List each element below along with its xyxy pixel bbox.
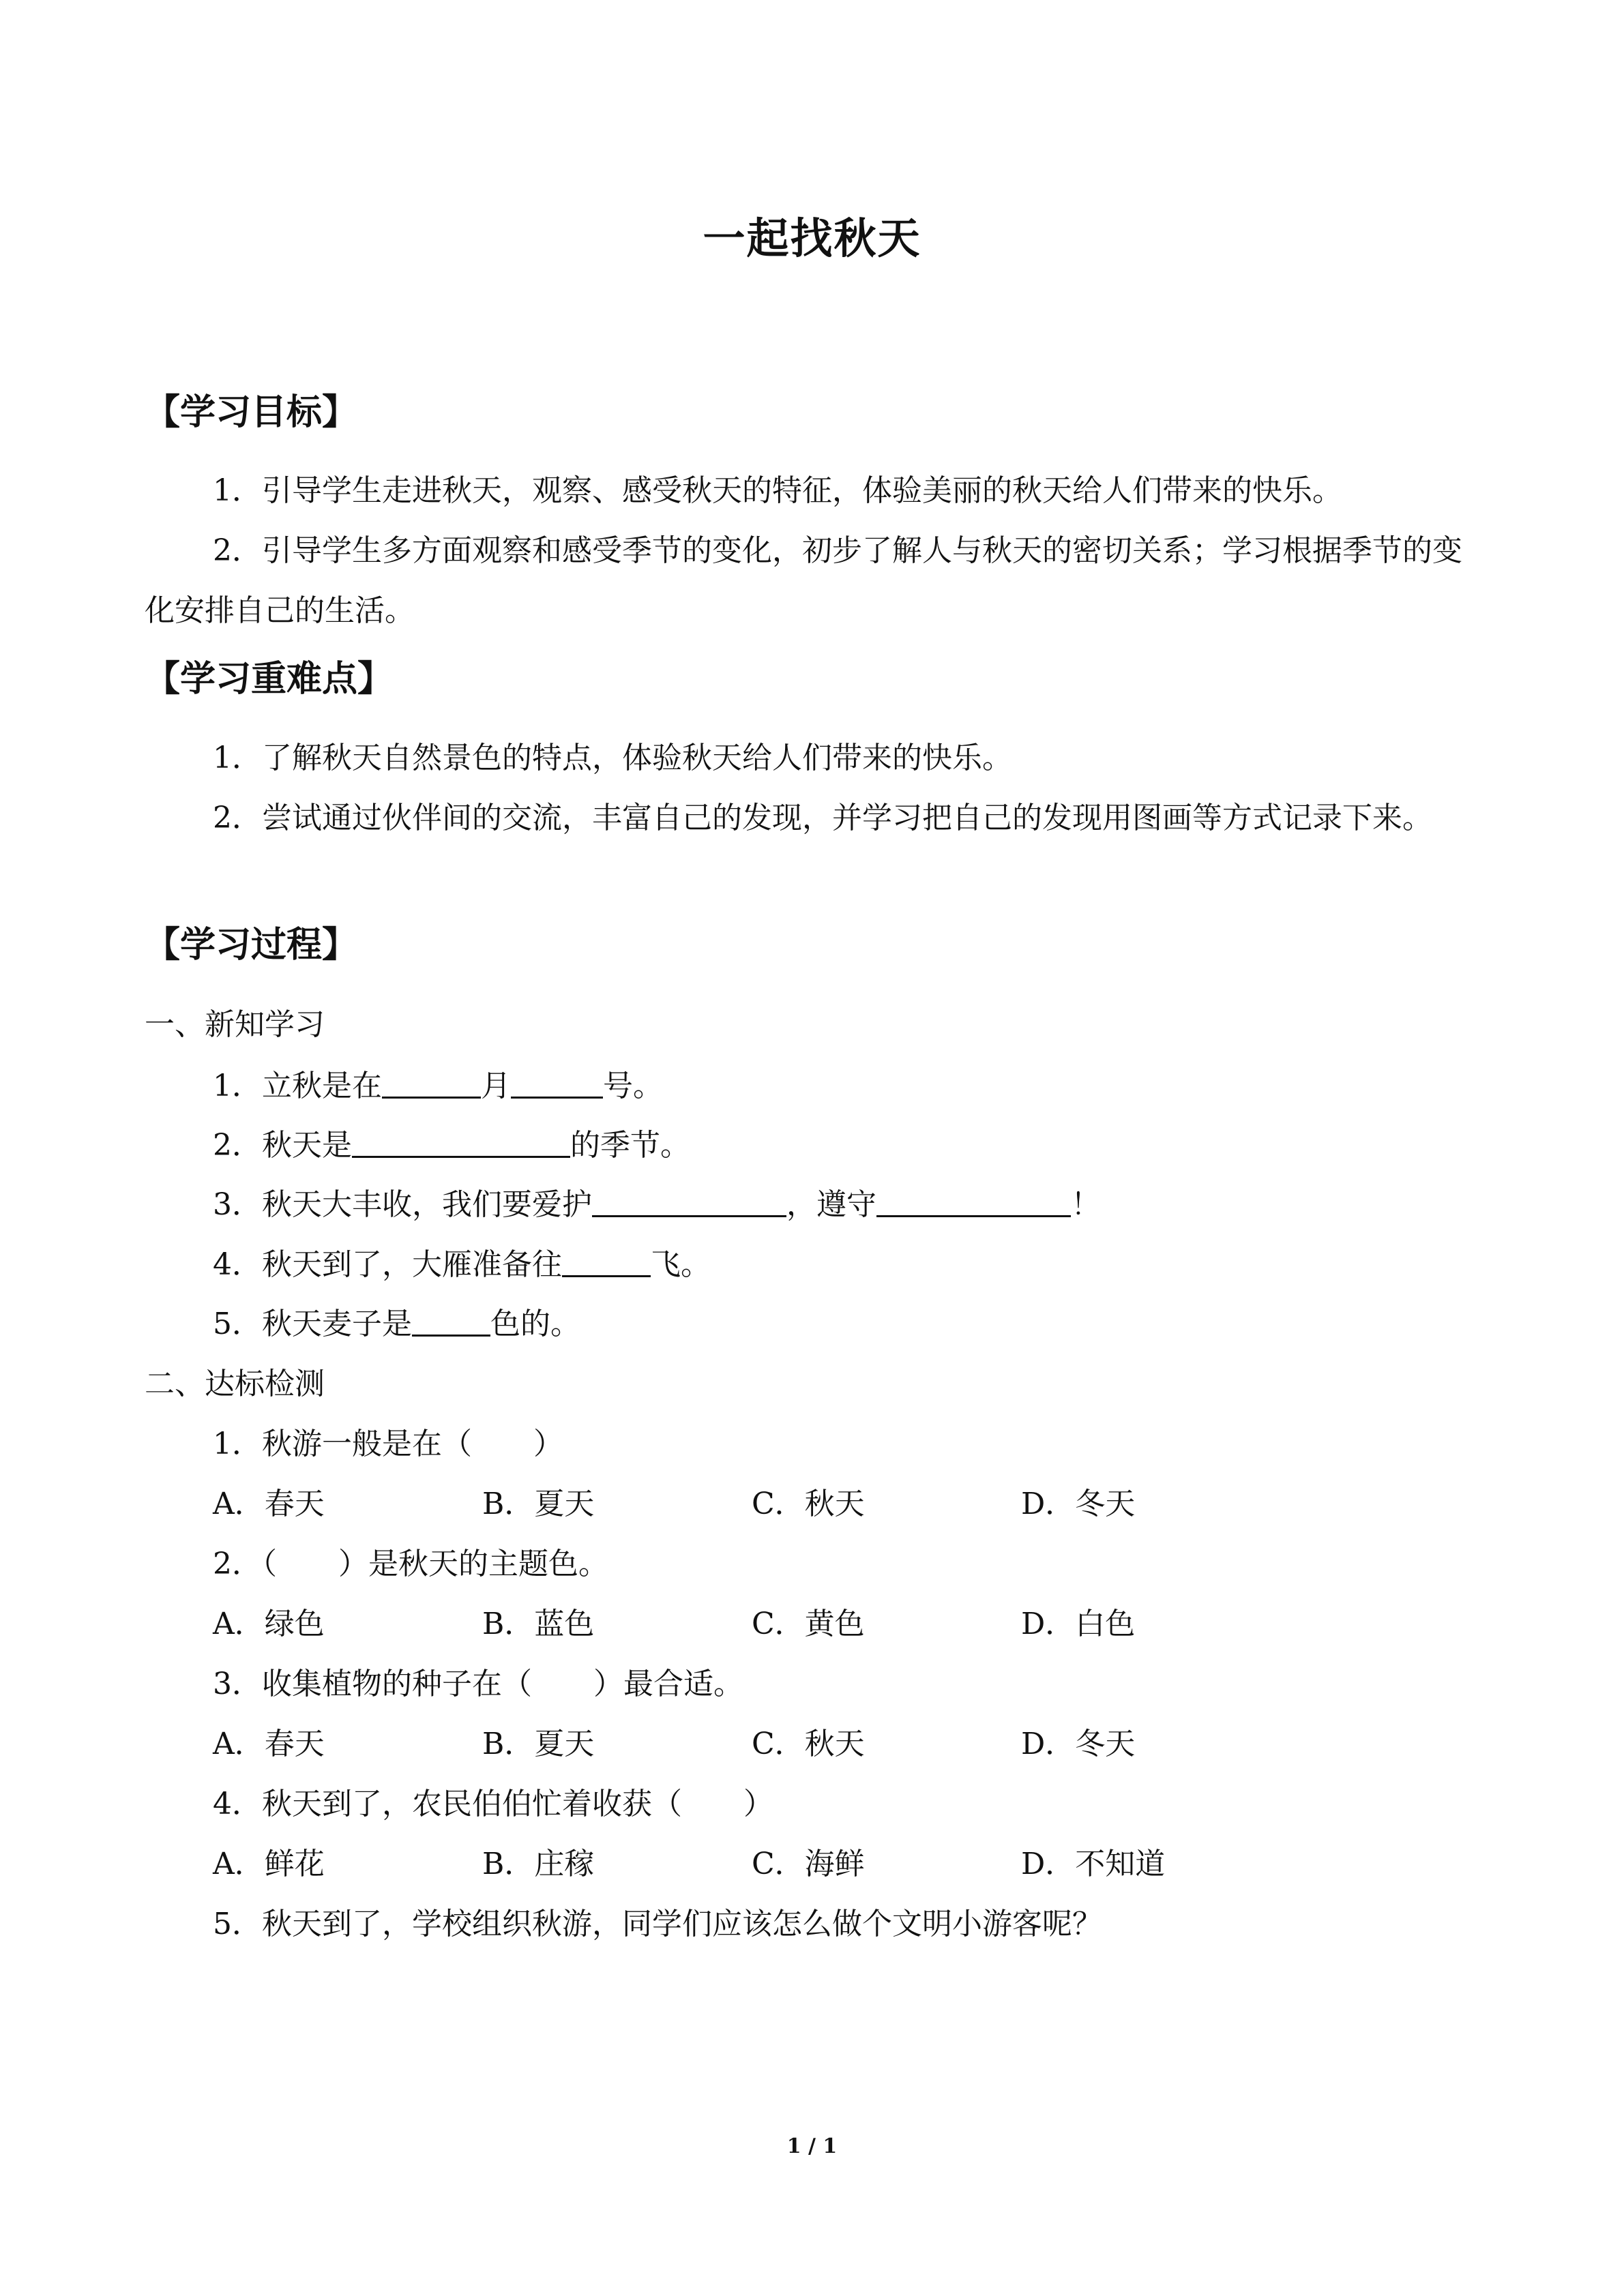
fill-question-2: [213, 1116, 690, 1176]
part1-label: 一、新知学习: [145, 1007, 325, 1042]
mc-question-1: [213, 1414, 563, 1474]
mc3-option-a[interactable]: A．春天: [213, 1727, 325, 1761]
mc1-option-c[interactable]: C．秋天: [752, 1487, 865, 1521]
mc-question-2: [213, 1534, 608, 1594]
section-heading-process: 【学习过程】: [145, 925, 358, 966]
mc1-pre: 1．秋游一般是在（: [213, 1427, 472, 1461]
q4-text-a: 4．秋天到了，大雁准备往: [213, 1247, 562, 1282]
mc2-post: ）是秋天的主题色。: [338, 1547, 608, 1581]
mc-question-3: [213, 1654, 743, 1714]
goal-item-2: 2．引导学生多方面观察和感受季节的变化，初步了解人与秋天的密切关系；学习根据季节的变化安排自己的生活。: [145, 533, 1462, 628]
q3-text-a: 3．秋天大丰收，我们要爱护: [213, 1187, 592, 1222]
mc1-option-a[interactable]: A．春天: [213, 1487, 325, 1521]
mc1-option-d[interactable]: D．冬天: [1021, 1487, 1136, 1521]
blank-obey[interactable]: [876, 1178, 1071, 1217]
mc2-pre: 2．（: [213, 1547, 277, 1581]
open-question-5: 5．秋天到了，学校组织秋游，同学们应该怎么做个文明小游客呢？: [213, 1907, 1102, 1941]
mc4-option-d[interactable]: D．不知道: [1021, 1847, 1166, 1881]
q1-text-a: 1．立秋是在: [213, 1069, 382, 1103]
q1-text-b: 月: [481, 1069, 511, 1103]
mc1-post: ）: [533, 1427, 563, 1461]
page-number: 1 / 1: [786, 2134, 838, 2158]
difficulty-item-2: 2．尝试通过伙伴间的交流，丰富自己的发现，并学习把自己的发现用图画等方式记录下来。: [213, 801, 1432, 835]
q4-text-b: 飞。: [651, 1247, 711, 1282]
blank-day[interactable]: [511, 1060, 603, 1099]
section-heading-difficulties: 【学习重难点】: [145, 659, 394, 700]
q2-text-b: 的季节。: [570, 1128, 690, 1163]
mc4-option-b[interactable]: B．庄稼: [482, 1847, 595, 1881]
q1-text-c: 号。: [603, 1069, 663, 1103]
mc4-post: ）: [743, 1787, 773, 1821]
mc2-option-a[interactable]: A．绿色: [213, 1607, 325, 1641]
fill-question-4: [213, 1235, 711, 1295]
mc1-option-b[interactable]: B．夏天: [482, 1487, 595, 1521]
blank-direction[interactable]: [562, 1238, 651, 1277]
mc3-option-b[interactable]: B．夏天: [482, 1727, 595, 1761]
q3-text-b: ，遵守: [786, 1187, 876, 1222]
q3-text-c: ！: [1071, 1187, 1101, 1222]
fill-question-1: [213, 1056, 663, 1116]
part2-label: 二、达标检测: [145, 1367, 325, 1401]
mc3-option-d[interactable]: D．冬天: [1021, 1727, 1136, 1761]
difficulty-item-1: 1．了解秋天自然景色的特点，体验秋天给人们带来的快乐。: [213, 741, 1012, 775]
mc3-option-c[interactable]: C．秋天: [752, 1727, 865, 1761]
goal-item-1: 1．引导学生走进秋天，观察、感受秋天的特征，体验美丽的秋天给人们带来的快乐。: [213, 473, 1342, 508]
mc4-option-a[interactable]: A．鲜花: [213, 1847, 325, 1881]
blank-color[interactable]: [412, 1298, 490, 1337]
section-heading-goals: 【学习目标】: [145, 392, 358, 433]
mc4-pre: 4．秋天到了，农民伯伯忙着收获（: [213, 1787, 682, 1821]
page-title: 一起找秋天: [703, 213, 921, 263]
fill-question-3: [213, 1175, 1101, 1235]
mc3-pre: 3．收集植物的种子在（: [213, 1667, 532, 1701]
blank-season-trait[interactable]: [352, 1119, 570, 1158]
mc2-option-c[interactable]: C．黄色: [752, 1607, 865, 1641]
q5-text-a: 5．秋天麦子是: [213, 1307, 412, 1341]
blank-protect[interactable]: [592, 1178, 786, 1217]
blank-month[interactable]: [382, 1060, 481, 1099]
fill-question-5: [213, 1294, 580, 1354]
mc2-option-b[interactable]: B．蓝色: [482, 1607, 595, 1641]
mc2-option-d[interactable]: D．白色: [1021, 1607, 1136, 1641]
q2-text-a: 2．秋天是: [213, 1128, 352, 1163]
mc3-post: ）最合适。: [593, 1667, 743, 1701]
mc-question-4: [213, 1774, 773, 1834]
mc4-option-c[interactable]: C．海鲜: [752, 1847, 865, 1881]
q5-text-b: 色的。: [490, 1307, 580, 1341]
